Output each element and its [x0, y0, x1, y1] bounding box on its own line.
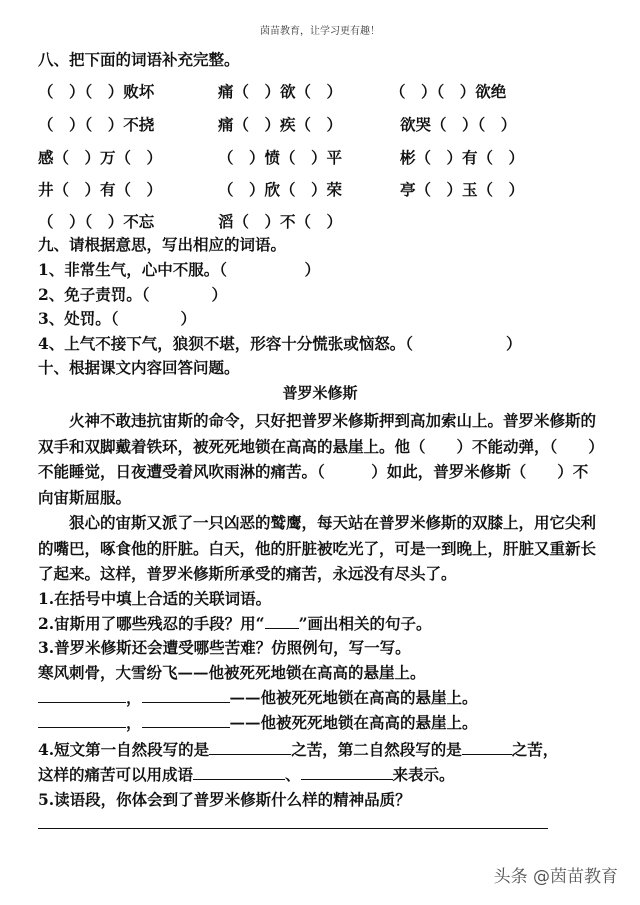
answer-blank[interactable] [142, 688, 230, 703]
fill-tail: ——他被死死地锁在高高的悬崖上。 [229, 688, 478, 707]
page-header: 茵苗教育，让学习更有趣！ [260, 26, 380, 37]
q4-text: 之苦，第二自然段写的是 [291, 740, 462, 759]
fill-line-1 [38, 688, 478, 708]
question-2 [38, 614, 432, 634]
question-item: 2、免子责罚。（ ） [38, 285, 228, 304]
answer-blank[interactable] [38, 688, 126, 703]
q4-text: 、 [285, 765, 301, 784]
answer-blank[interactable] [193, 765, 285, 780]
idiom-cell: （ ）（ ）不挠 [38, 115, 155, 134]
answer-blank[interactable] [462, 740, 512, 755]
question-1: 1.在括号中填上合适的关联词语。 [38, 589, 272, 608]
example-sentence: 寒风刺骨，大雪纷飞——他被死死地锁在高高的悬崖上。 [38, 663, 426, 682]
article-paragraph-1: 火神不敢违抗宙斯的命令，只好把普罗米修斯押到高加索山上。普罗米修斯的双手和双脚戴着铁环，被死死地锁在高高的悬崖上。他（ ）不能动弹，（ ）不能睡觉，日夜遭受着风吹雨淋的痛苦。（ ）如此，普罗米修斯（ ）不向宙斯屈服。 [38, 411, 597, 507]
question-4-line-2 [38, 765, 455, 785]
idiom-cell: 亭（ ）玉（ ） [400, 180, 525, 199]
question-3: 3.普罗米修斯还会遭受哪些苦难？仿照例句，写一写。 [38, 638, 411, 657]
idiom-cell: （ ）（ ）不忘 [38, 212, 155, 231]
idiom-cell: （ ）（ ）欲绝 [390, 82, 507, 101]
idiom-cell: 滔（ ）不（ ） [218, 212, 343, 231]
question-4-line-1 [38, 740, 558, 760]
question-5: 5.读语段，你体会到了普罗米修斯什么样的精神品质？ [38, 790, 411, 809]
section-10-title: 十、根据课文内容回答问题。 [38, 358, 240, 377]
comma: ， [126, 688, 142, 707]
question-2-text-a: 2.宙斯用了哪些残忍的手段？用“ [38, 614, 265, 633]
fill-tail: ——他被死死地锁在高高的悬崖上。 [229, 713, 478, 732]
idiom-cell: 痛（ ）欲（ ） [218, 82, 343, 101]
comma: ， [126, 713, 142, 732]
q4-text: 这样的痛苦可以用成语 [38, 765, 194, 784]
idiom-cell: 欲哭（ ）（ ） [400, 115, 517, 134]
article-paragraph-2: 狠心的宙斯又派了一只凶恶的鹫鹰，每天站在普罗米修斯的双膝上，用它尖利的嘴巴，啄食他的肝脏。白天，他的肝脏被吃光了，可是一到晚上，肝脏又重新长了起来。这样，普罗米修斯所承受的痛苦，永远没有尽头了。 [38, 513, 597, 583]
section-9-title: 九、请根据意思，写出相应的词语。 [38, 235, 287, 254]
fill-line-2 [38, 713, 478, 733]
idiom-cell: 感（ ）万（ ） [38, 148, 163, 167]
answer-line[interactable] [38, 828, 548, 829]
answer-blank[interactable] [301, 765, 393, 780]
answer-blank[interactable] [209, 740, 291, 755]
idiom-cell: 痛（ ）疾（ ） [218, 115, 343, 134]
question-item: 4、上气不接下气，狼狈不堪，形容十分慌张或恼怒。（ ） [38, 334, 522, 353]
question-item: 1、非常生气，心中不服。（ ） [38, 260, 321, 279]
idiom-cell: 彬（ ）有（ ） [400, 148, 525, 167]
q4-text: 之苦， [511, 740, 559, 759]
question-item: 3、处罚。（ ） [38, 309, 197, 328]
idiom-cell: （ ）欣（ ）荣 [218, 180, 343, 199]
idiom-cell: （ ）愤（ ）平 [218, 148, 343, 167]
watermark: 头条 @茵苗教育 [493, 867, 618, 887]
q4-text: 来表示。 [392, 765, 455, 784]
question-2-text-b: ”画出相关的句子。 [298, 614, 432, 633]
idiom-cell: 井（ ）有（ ） [38, 180, 163, 199]
answer-blank[interactable] [38, 713, 126, 728]
article-title: 普罗米修斯 [282, 384, 358, 402]
underline-sample [265, 614, 299, 629]
q4-text: 4.短文第一自然段写的是 [38, 740, 210, 759]
answer-blank[interactable] [142, 713, 230, 728]
idiom-cell: （ ）（ ）败坏 [38, 82, 155, 101]
section-8-title: 八、把下面的词语补充完整。 [38, 50, 240, 69]
